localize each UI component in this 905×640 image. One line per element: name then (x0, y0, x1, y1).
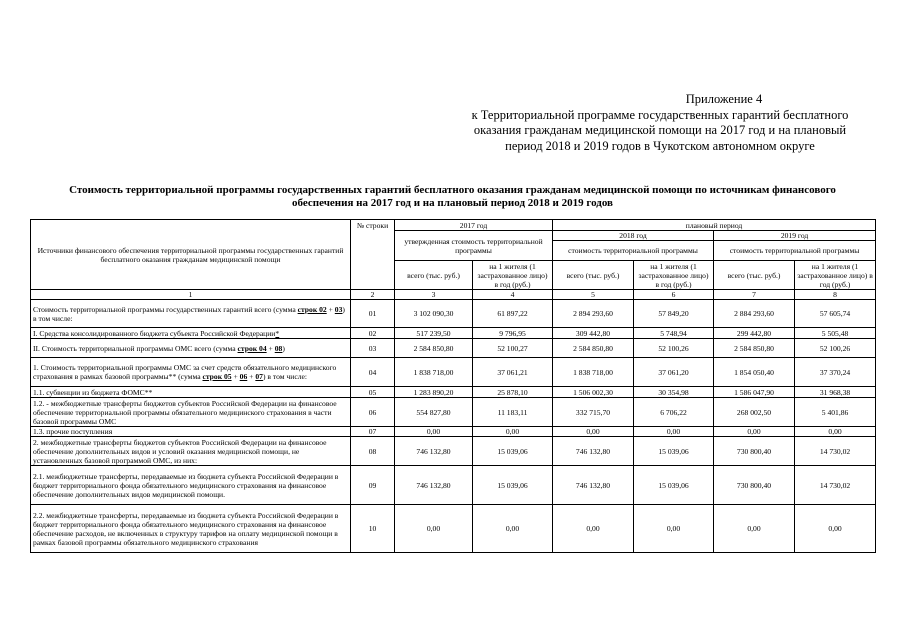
value-cell: 746 132,80 (395, 437, 473, 466)
title-line: обеспечения на 2017 год и на плановый период 2018 и 2019 годов (292, 197, 613, 209)
table-row (31, 339, 876, 358)
row-label: Стоимость территориальной программы государственных гарантий всего (сумма строк 02 + 03) в том числе: (31, 300, 351, 328)
table-row (31, 466, 876, 505)
table-row (31, 358, 876, 387)
row-number: 07 (351, 427, 395, 437)
value-cell: 15 039,06 (634, 437, 714, 466)
financing-table (30, 219, 876, 553)
value-cell: 730 800,40 (714, 437, 795, 466)
value-cell: 15 039,06 (473, 466, 553, 505)
value-cell: 268 002,50 (714, 398, 795, 427)
value-cell: 0,00 (553, 427, 634, 437)
header-per-capita: на 1 жителя (1 застрахованное лицо) в год (руб.) (795, 261, 876, 290)
value-cell: 61 897,22 (473, 300, 553, 328)
value-cell: 0,00 (395, 427, 473, 437)
row-label: I. Средства консолидированного бюджета субъекта Российской Федерации* (31, 328, 351, 339)
column-number: 4 (473, 290, 553, 300)
appendix-line: период 2018 и 2019 годов в Чукотском автономном округе (505, 138, 815, 153)
header-program-cost-2019: стоимость территориальной программы (714, 241, 876, 261)
row-label: 2. межбюджетные трансферты бюджетов субъектов Российской Федерации на финансовое обеспечение дополнительных видов и условий оказания медицинской помощи, не установленных базовой программой ОМС, из них: (31, 437, 351, 466)
row-label: 1.1. субвенции из бюджета ФОМС** (31, 387, 351, 398)
header-2017: 2017 год (395, 220, 553, 231)
header-per-capita: на 1 жителя (1 застрахованное лицо) в год (руб.) (634, 261, 714, 290)
header-2019: 2019 год (714, 231, 876, 241)
column-number: 5 (553, 290, 634, 300)
value-cell: 309 442,80 (553, 328, 634, 339)
header-planned: плановый период (553, 220, 876, 231)
row-number: 08 (351, 437, 395, 466)
value-cell: 2 894 293,60 (553, 300, 634, 328)
row-number: 06 (351, 398, 395, 427)
value-cell: 14 730,02 (795, 437, 876, 466)
value-cell: 5 748,94 (634, 328, 714, 339)
value-cell: 31 968,38 (795, 387, 876, 398)
value-cell: 1 506 002,30 (553, 387, 634, 398)
value-cell: 57 849,20 (634, 300, 714, 328)
document-title (30, 184, 875, 210)
column-number: 1 (31, 290, 351, 300)
value-cell: 299 442,80 (714, 328, 795, 339)
header-program-cost-2018: стоимость территориальной программы (553, 241, 714, 261)
header-total: всего (тыс. руб.) (553, 261, 634, 290)
column-number: 8 (795, 290, 876, 300)
value-cell: 0,00 (795, 505, 876, 553)
column-number: 7 (714, 290, 795, 300)
header-total: всего (тыс. руб.) (395, 261, 473, 290)
value-cell: 52 100,27 (473, 339, 553, 358)
header-source: Источники финансового обеспечения территориальной программы государственных гарантий бесплатного оказания гражданам медицинской помощи (31, 220, 351, 290)
row-label: II. Стоимость территориальной программы ОМС всего (сумма строк 04 + 08) (31, 339, 351, 358)
value-cell: 2 584 850,80 (553, 339, 634, 358)
value-cell: 0,00 (634, 427, 714, 437)
appendix-heading (450, 92, 870, 154)
header-total: всего (тыс. руб.) (714, 261, 795, 290)
row-label: 1.2. - межбюджетные трансферты бюджетов субъектов Российской Федерации на финансовое обеспечение территориальной программы обязательного медицинского страхования в части базовой программы ОМС (31, 398, 351, 427)
value-cell: 52 100,26 (795, 339, 876, 358)
row-number: 02 (351, 328, 395, 339)
header-per-capita: на 1 жителя (1 застрахованное лицо) в год (руб.) (473, 261, 553, 290)
header-approved-cost: утвержденная стоимость территориальной программы (395, 231, 553, 261)
value-cell: 0,00 (714, 427, 795, 437)
value-cell: 15 039,06 (634, 466, 714, 505)
appendix-line: оказания гражданам медицинской помощи на 2017 год и на плановый (473, 123, 847, 137)
table-row (31, 328, 876, 339)
value-cell: 11 183,11 (473, 398, 553, 427)
value-cell: 57 605,74 (795, 300, 876, 328)
row-label: 1.3. прочие поступления (31, 427, 351, 437)
value-cell: 0,00 (714, 505, 795, 553)
value-cell: 746 132,80 (395, 466, 473, 505)
value-cell: 0,00 (473, 505, 553, 553)
value-cell: 517 239,50 (395, 328, 473, 339)
value-cell: 30 354,98 (634, 387, 714, 398)
column-number: 6 (634, 290, 714, 300)
table-row (31, 300, 876, 328)
title-line: Стоимость территориальной программы государственных гарантий бесплатного оказания гражданам медицинской помощи по источникам финансового (69, 184, 836, 196)
value-cell: 746 132,80 (553, 437, 634, 466)
appendix-line: к Территориальной программе государственных гарантий бесплатного (471, 107, 849, 122)
column-number: 2 (351, 290, 395, 300)
value-cell: 0,00 (795, 427, 876, 437)
value-cell: 2 884 293,60 (714, 300, 795, 328)
row-label: 1. Стоимость территориальной программы ОМС за счет средств обязательного медицинского страхования в рамках базовой программы** (сумма строк 05 + 06 + 07) в том числе: (31, 358, 351, 387)
value-cell: 1 838 718,00 (395, 358, 473, 387)
value-cell: 5 401,86 (795, 398, 876, 427)
value-cell: 37 061,21 (473, 358, 553, 387)
value-cell: 52 100,26 (634, 339, 714, 358)
value-cell: 332 715,70 (553, 398, 634, 427)
value-cell: 0,00 (473, 427, 553, 437)
row-number: 05 (351, 387, 395, 398)
header-2018: 2018 год (553, 231, 714, 241)
value-cell: 9 796,95 (473, 328, 553, 339)
row-number: 03 (351, 339, 395, 358)
value-cell: 0,00 (553, 505, 634, 553)
value-cell: 2 584 850,80 (714, 339, 795, 358)
value-cell: 554 827,80 (395, 398, 473, 427)
value-cell: 37 061,20 (634, 358, 714, 387)
table-row (31, 505, 876, 553)
value-cell: 3 102 090,30 (395, 300, 473, 328)
table-row (31, 427, 876, 437)
row-number: 09 (351, 466, 395, 505)
row-label: 2.2. межбюджетные трансферты, передаваемые из бюджета субъекта Российской Федерации в бюджет территориального фонда обязательного медицинского страхования на финансовое обеспечение расходов, не включенных в структуру тарифов на оплату медицинской помощи в рамках базовой программы обязательного медицинского страхования (31, 505, 351, 553)
table-row (31, 387, 876, 398)
row-number: 04 (351, 358, 395, 387)
value-cell: 0,00 (634, 505, 714, 553)
row-number: 10 (351, 505, 395, 553)
value-cell: 6 706,22 (634, 398, 714, 427)
table-row (31, 398, 876, 427)
appendix-number: Приложение 4 (685, 92, 763, 106)
value-cell: 5 505,48 (795, 328, 876, 339)
row-number: 01 (351, 300, 395, 328)
value-cell: 1 838 718,00 (553, 358, 634, 387)
value-cell: 15 039,06 (473, 437, 553, 466)
value-cell: 14 730,02 (795, 466, 876, 505)
value-cell: 25 878,10 (473, 387, 553, 398)
value-cell: 0,00 (395, 505, 473, 553)
header-row-no: № строки (351, 220, 395, 290)
value-cell: 746 132,80 (553, 466, 634, 505)
row-label: 2.1. межбюджетные трансферты, передаваемые из бюджета субъекта Российской Федерации в бюджет территориального фонда обязательного медицинского страхования на финансовое обеспечение дополнительных видов медицинской помощи. (31, 466, 351, 505)
value-cell: 1 854 050,40 (714, 358, 795, 387)
column-number: 3 (395, 290, 473, 300)
value-cell: 37 370,24 (795, 358, 876, 387)
value-cell: 1 586 047,90 (714, 387, 795, 398)
table-row (31, 437, 876, 466)
value-cell: 2 584 850,80 (395, 339, 473, 358)
value-cell: 1 283 890,20 (395, 387, 473, 398)
value-cell: 730 800,40 (714, 466, 795, 505)
